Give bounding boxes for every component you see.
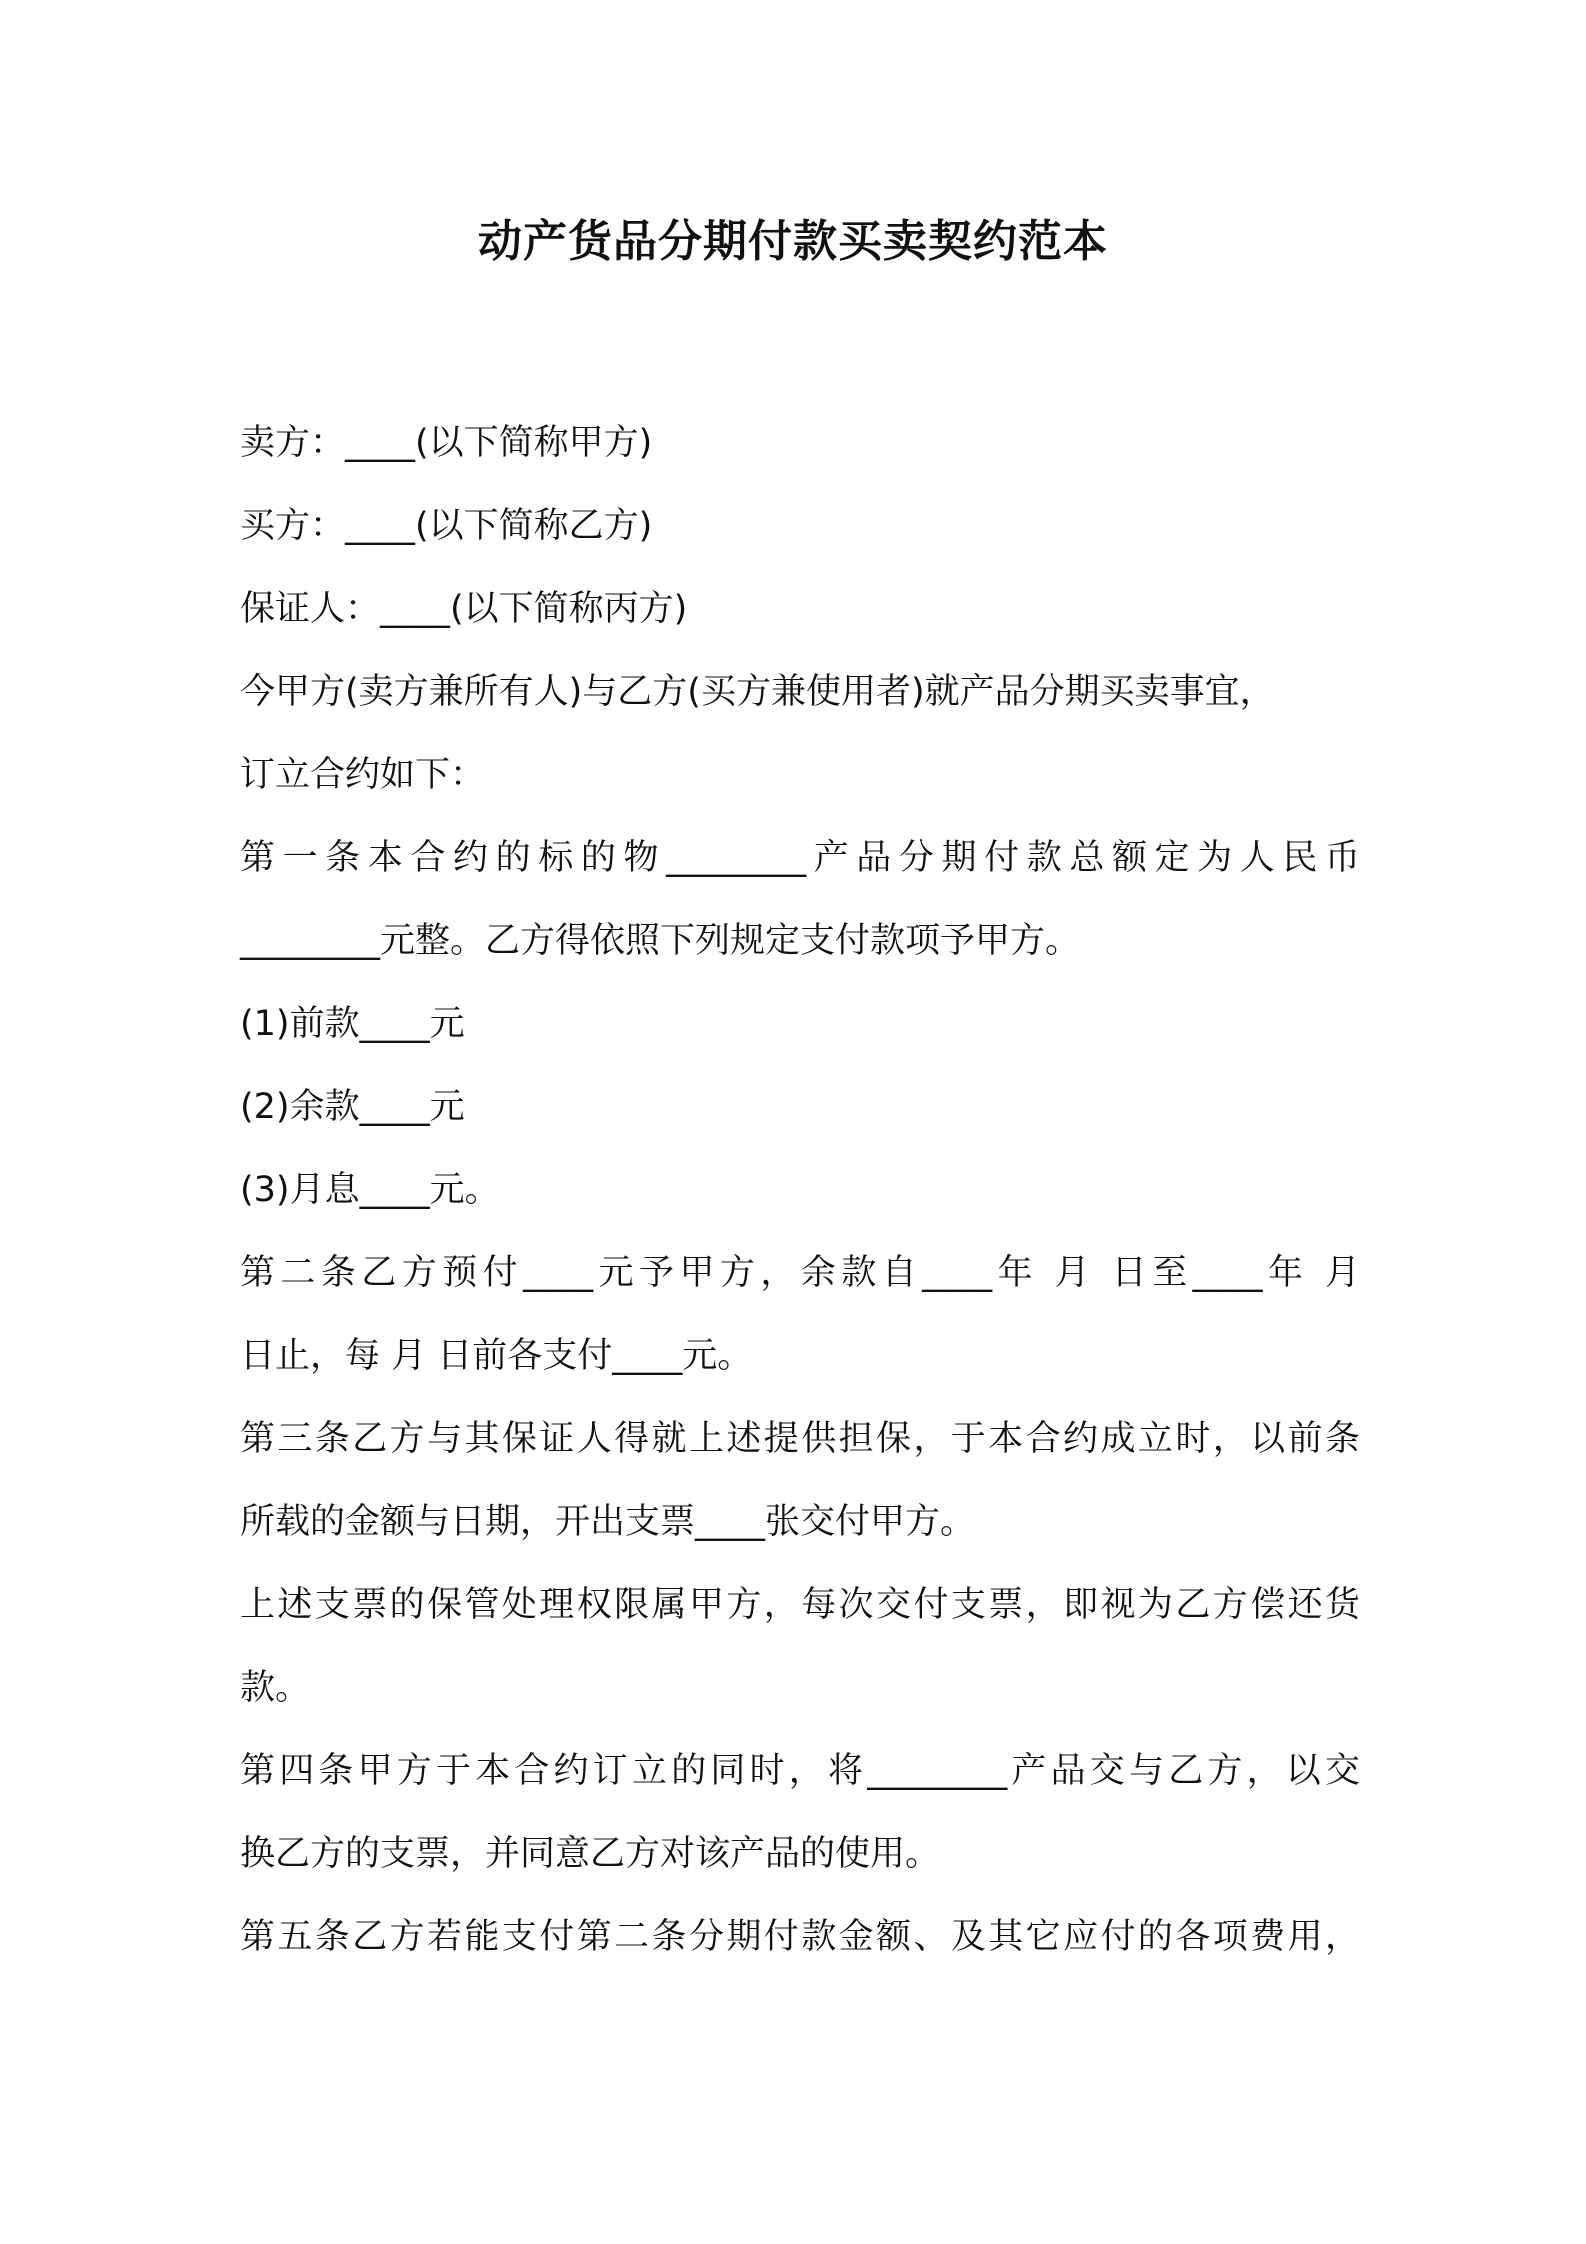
guarantor-line: 保证人：____(以下简称丙方) xyxy=(240,589,688,629)
article-1-line-1: 第一条本合约的标的物________产品分期付款总额定为人民币 xyxy=(240,838,1360,878)
article-2-line-2: 日止，每 月 日前各支付____元。 xyxy=(240,1336,753,1376)
article-5-line-1: 第五条乙方若能支付第二条分期付款金额、及其它应付的各项费用， xyxy=(240,1917,1360,1957)
seller-line: 卖方：____(以下简称甲方) xyxy=(240,423,653,463)
payment-item-3: (3)月息____元。 xyxy=(240,1170,500,1210)
article-2-line-1: 第二条乙方预付____元予甲方，余款自____年 月 日至____年 月 xyxy=(240,1253,1360,1293)
document-title: 动产货品分期付款买卖契约范本 xyxy=(478,216,1108,267)
cheque-clause-line-1: 上述支票的保管处理权限属甲方，每次交付支票，即视为乙方偿还货 xyxy=(240,1585,1360,1625)
article-4-line-2: 换乙方的支票，并同意乙方对该产品的使用。 xyxy=(240,1834,941,1874)
cheque-clause-line-2: 款。 xyxy=(240,1668,311,1708)
article-4-line-1: 第四条甲方于本合约订立的同时，将________产品交与乙方，以交 xyxy=(240,1751,1360,1791)
article-3-line-1: 第三条乙方与其保证人得就上述提供担保，于本合约成立时，以前条 xyxy=(240,1419,1360,1459)
preamble-line-1: 今甲方(卖方兼所有人)与乙方(买方兼使用者)就产品分期买卖事宜， xyxy=(240,672,1275,712)
buyer-line: 买方：____(以下简称乙方) xyxy=(240,506,653,546)
payment-item-2: (2)余款____元 xyxy=(240,1087,465,1127)
article-3-line-2: 所载的金额与日期，开出支票____张交付甲方。 xyxy=(240,1502,976,1542)
article-1-line-2: ________元整。乙方得依照下列规定支付款项予甲方。 xyxy=(240,921,1081,961)
preamble-line-2: 订立合约如下： xyxy=(240,755,486,795)
payment-item-1: (1)前款____元 xyxy=(240,1004,465,1044)
